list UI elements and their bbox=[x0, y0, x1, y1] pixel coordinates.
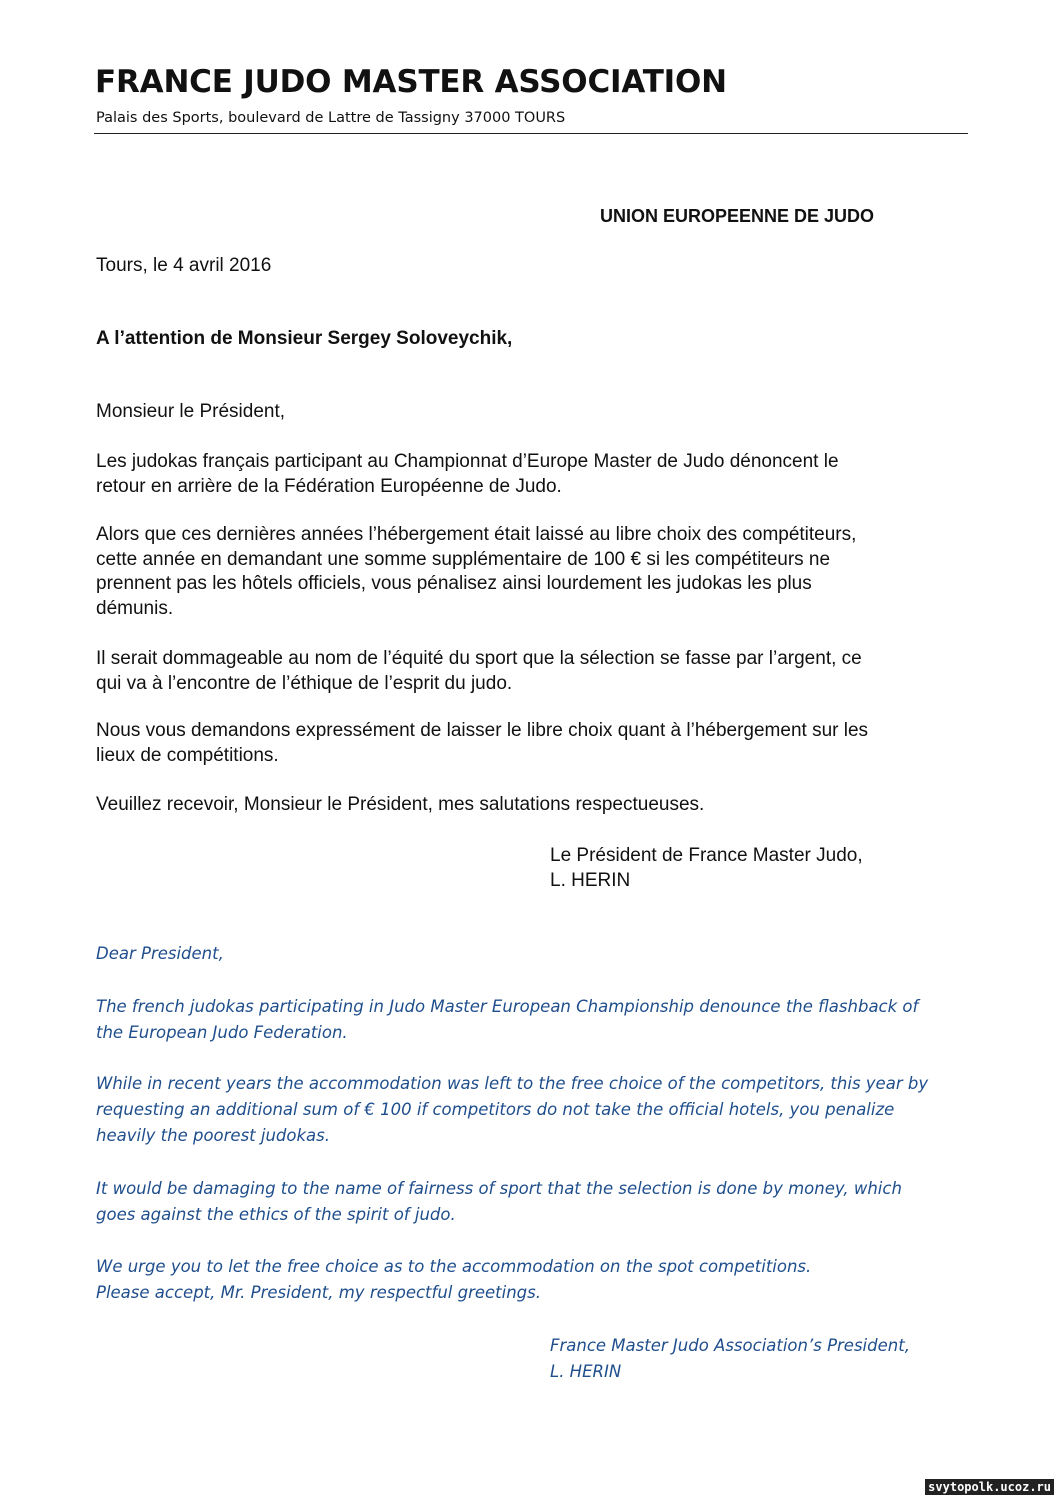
english-paragraph-3 bbox=[96, 1176, 976, 1228]
paragraph-line: retour en arrière de la Fédération Européenne de Judo. bbox=[96, 475, 562, 497]
letterhead-address: Palais des Sports, boulevard de Lattre de Tassigny 37000 TOURS bbox=[96, 110, 566, 126]
paragraph-line: qui va à l’encontre de l’éthique de l’esprit du judo. bbox=[96, 672, 513, 694]
signature-name: L. HERIN bbox=[550, 1362, 622, 1381]
letterhead-divider bbox=[94, 133, 968, 134]
paragraph-line: heavily the poorest judokas. bbox=[96, 1126, 331, 1145]
paragraph-line: lieux de compétitions. bbox=[96, 744, 279, 766]
paragraph-line: While in recent years the accommodation was left to the free choice of the competitors, this year by bbox=[96, 1074, 929, 1093]
paragraph-line: Please accept, Mr. President, my respectful greetings. bbox=[96, 1283, 541, 1302]
paragraph-line: It would be damaging to the name of fairness of sport that the selection is done by money, which bbox=[96, 1179, 902, 1198]
english-salutation bbox=[96, 941, 976, 967]
english-paragraph-2 bbox=[96, 1071, 976, 1149]
paragraph-line: démunis. bbox=[96, 597, 174, 619]
salutation-text: Dear President, bbox=[96, 944, 224, 963]
closing-text: Veuillez recevoir, Monsieur le Président, mes salutations respectueuses. bbox=[96, 794, 705, 815]
paragraph-line: requesting an additional sum of € 100 if competitors do not take the official hotels, you penalize bbox=[96, 1100, 895, 1119]
paragraph-line: cette année en demandant une somme supplémentaire de 100 € si les compétiteurs ne bbox=[96, 548, 831, 570]
attention-line bbox=[96, 327, 976, 352]
paragraph-line: The french judokas participating in Judo Master European Championship denounce the flashback of bbox=[96, 997, 919, 1016]
english-paragraph-1 bbox=[96, 994, 976, 1046]
french-paragraph-1 bbox=[96, 450, 976, 499]
paragraph-line: We urge you to let the free choice as to the accommodation on the spot competitions. bbox=[96, 1257, 812, 1276]
letterhead-org-name: FRANCE JUDO MASTER ASSOCIATION bbox=[95, 64, 727, 100]
salutation-text: Monsieur le Président, bbox=[96, 401, 286, 422]
signature-title: France Master Judo Association’s President, bbox=[550, 1336, 910, 1355]
french-signature bbox=[550, 844, 970, 893]
letter-date bbox=[96, 254, 976, 279]
english-paragraph-4 bbox=[96, 1254, 976, 1306]
signature-title: Le Président de France Master Judo, bbox=[550, 845, 863, 866]
paragraph-line: the European Judo Federation. bbox=[96, 1023, 348, 1042]
french-paragraph-3 bbox=[96, 647, 976, 696]
paragraph-line: Les judokas français participant au Championnat d’Europe Master de Judo dénoncent le bbox=[96, 451, 839, 472]
paragraph-line: prennent pas les hôtels officiels, vous pénalisez ainsi lourdement les judokas les plus bbox=[96, 573, 812, 594]
recipient-organization: UNION EUROPEENNE DE JUDO bbox=[600, 206, 875, 226]
paragraph-line: goes against the ethics of the spirit of judo. bbox=[96, 1205, 456, 1224]
french-salutation bbox=[96, 400, 976, 425]
french-paragraph-2 bbox=[96, 523, 976, 621]
french-closing bbox=[96, 793, 976, 818]
paragraph-line: Alors que ces dernières années l’hébergement était laissé au libre choix des compétiteurs, bbox=[96, 524, 857, 545]
paragraph-line: Il serait dommageable au nom de l’équité du sport que la sélection se fasse par l’argent, ce bbox=[96, 648, 862, 669]
attention-text: A l’attention de Monsieur Sergey Soloveychik, bbox=[96, 328, 513, 349]
site-watermark: svytopolk.ucoz.ru bbox=[925, 1479, 1054, 1495]
paragraph-line: Nous vous demandons expressément de laisser le libre choix quant à l’hébergement sur les bbox=[96, 720, 869, 741]
english-signature bbox=[550, 1333, 970, 1385]
signature-name: L. HERIN bbox=[550, 869, 631, 891]
date-line: Tours, le 4 avril 2016 bbox=[96, 255, 272, 276]
french-paragraph-4 bbox=[96, 719, 976, 768]
